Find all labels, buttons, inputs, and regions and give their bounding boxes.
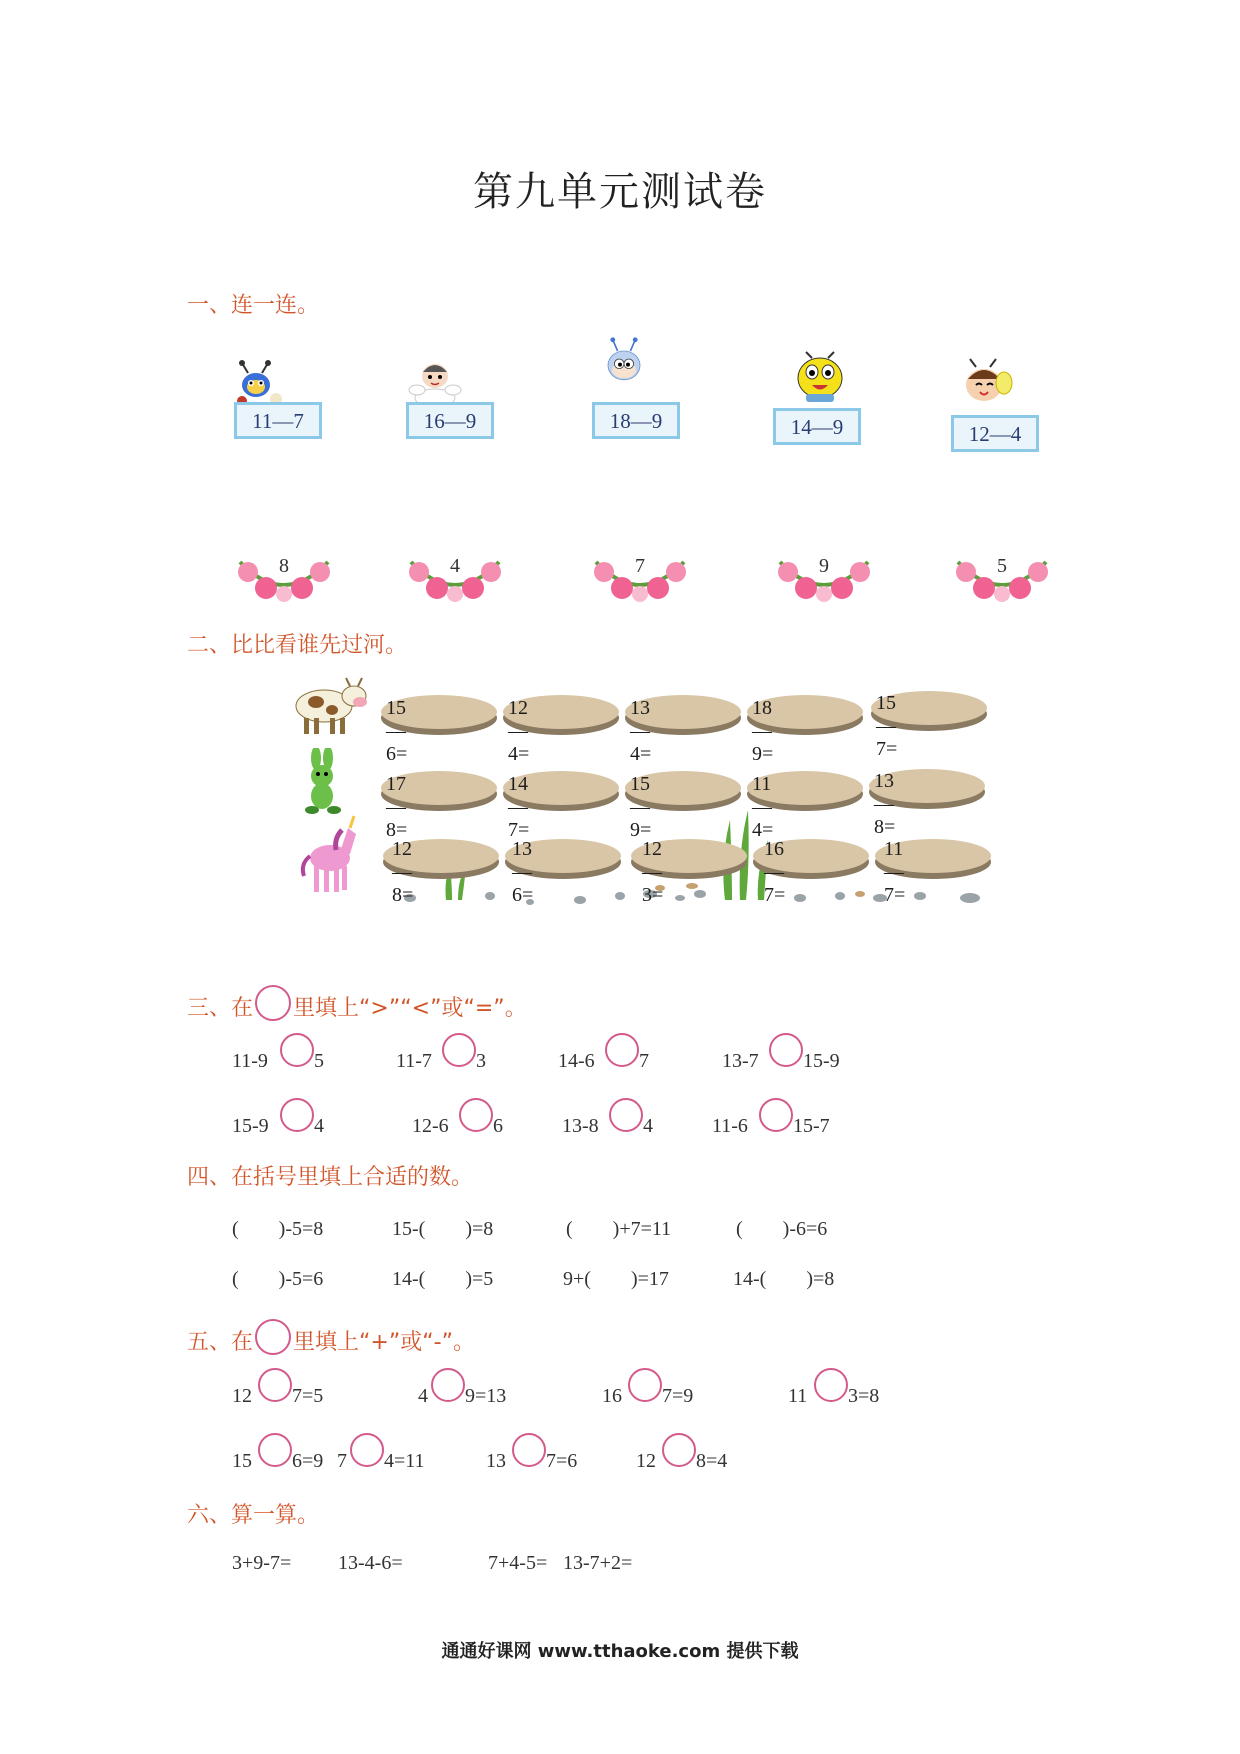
flower-number: 8 — [279, 555, 289, 577]
section4-heading: 四、在括号里填上合适的数。 — [187, 1165, 474, 1190]
fill-blank-expression[interactable]: 14-( )=8 — [733, 1268, 835, 1290]
comparison-right: 15-7 — [793, 1115, 830, 1137]
comparison-answer-circle[interactable] — [442, 1033, 476, 1067]
answer-circle-icon — [255, 985, 291, 1021]
section1-heading: 一、连一连。 — [187, 293, 320, 318]
bee-character-icon — [790, 350, 850, 406]
stone-expression: 16—7= — [764, 838, 786, 906]
fill-blank-expression[interactable]: ( )-5=6 — [232, 1268, 324, 1290]
fill-blank-expression[interactable]: ( )-5=8 — [232, 1218, 324, 1240]
stone-expression: 13—4= — [630, 697, 652, 765]
comparison-left: 15-9 — [232, 1115, 269, 1137]
operator-right: 4=11 — [384, 1450, 425, 1472]
answer-circle-icon — [255, 1319, 291, 1355]
operator-answer-circle[interactable] — [814, 1368, 848, 1402]
comparison-answer-circle[interactable] — [459, 1098, 493, 1132]
comparison-right: 15-9 — [803, 1050, 840, 1072]
stone-expression: 15—9= — [630, 773, 652, 841]
operator-answer-circle[interactable] — [512, 1433, 546, 1467]
calculation-expression[interactable]: 7+4-5= — [488, 1552, 548, 1574]
comparison-answer-circle[interactable] — [609, 1098, 643, 1132]
operator-right: 6=9 — [292, 1450, 324, 1472]
page-title: 第九单元测试卷 — [473, 169, 767, 214]
operator-left: 13 — [486, 1450, 506, 1472]
comparison-right: 7 — [639, 1050, 649, 1072]
stone-expression: 13—6= — [512, 838, 534, 906]
calculation-expression[interactable]: 3+9-7= — [232, 1552, 292, 1574]
fill-blank-expression[interactable]: ( )-6=6 — [736, 1218, 828, 1240]
expression-box: 12—4 — [951, 415, 1039, 452]
operator-answer-circle[interactable] — [431, 1368, 465, 1402]
comparison-left: 13-7 — [722, 1050, 759, 1072]
expression-box: 11—7 — [234, 402, 322, 439]
operator-right: 8=4 — [696, 1450, 728, 1472]
comparison-answer-circle[interactable] — [769, 1033, 803, 1067]
flower-number: 4 — [450, 555, 460, 577]
fill-blank-expression[interactable]: 9+( )=17 — [563, 1268, 669, 1290]
flower-number: 5 — [997, 555, 1007, 577]
stone-expression: 12—8= — [392, 838, 414, 906]
operator-answer-circle[interactable] — [628, 1368, 662, 1402]
operator-answer-circle[interactable] — [350, 1433, 384, 1467]
fill-blank-expression[interactable]: 15-( )=8 — [392, 1218, 494, 1240]
fill-blank-expression[interactable]: ( )+7=11 — [566, 1218, 672, 1240]
comparison-left: 14-6 — [558, 1050, 595, 1072]
stone-expression: 11—7= — [884, 838, 906, 906]
comparison-left: 12-6 — [412, 1115, 449, 1137]
section5-heading: 五、在 里填上“+”或“-”。 — [187, 1319, 475, 1356]
stone-expression: 14—7= — [508, 773, 530, 841]
operator-right: 7=9 — [662, 1385, 694, 1407]
unicorn-icon — [294, 814, 366, 898]
stone-expression: 12—3= — [642, 838, 664, 906]
footer-credit: 通通好课网 www.tthaoke.com 提供下载 — [441, 1641, 799, 1662]
operator-left: 15 — [232, 1450, 252, 1472]
operator-left: 12 — [636, 1450, 656, 1472]
comparison-left: 11-6 — [712, 1115, 748, 1137]
expression-box: 16—9 — [406, 402, 494, 439]
comparison-right: 3 — [476, 1050, 486, 1072]
comparison-answer-circle[interactable] — [280, 1098, 314, 1132]
section3-heading: 三、在 里填上“>”“<”或“=”。 — [187, 985, 527, 1022]
operator-answer-circle[interactable] — [258, 1368, 292, 1402]
expression-box: 14—9 — [773, 408, 861, 445]
flower-number: 7 — [635, 555, 645, 577]
comparison-answer-circle[interactable] — [759, 1098, 793, 1132]
comparison-answer-circle[interactable] — [605, 1033, 639, 1067]
stone-expression: 15—6= — [386, 697, 408, 765]
fill-blank-expression[interactable]: 14-( )=5 — [392, 1268, 494, 1290]
comparison-left: 11-9 — [232, 1050, 268, 1072]
stone-expression: 18—9= — [752, 697, 774, 765]
flower-number: 9 — [819, 555, 829, 577]
comparison-answer-circle[interactable] — [280, 1033, 314, 1067]
operator-left: 11 — [788, 1385, 808, 1407]
cow-icon — [290, 672, 370, 738]
operator-right: 7=6 — [546, 1450, 578, 1472]
comparison-right: 4 — [314, 1115, 324, 1137]
rabbit-icon — [296, 748, 350, 818]
operator-left: 16 — [602, 1385, 622, 1407]
bee-character-icon — [956, 355, 1016, 411]
bug-character-icon — [594, 335, 654, 391]
operator-right: 3=8 — [848, 1385, 880, 1407]
comparison-right: 6 — [493, 1115, 503, 1137]
section2-heading: 二、比比看谁先过河。 — [187, 633, 408, 658]
stone-expression: 12—4= — [508, 697, 530, 765]
calculation-expression[interactable]: 13-7+2= — [563, 1552, 633, 1574]
section6-heading: 六、算一算。 — [187, 1503, 320, 1528]
stone-expression: 11—4= — [752, 773, 774, 841]
expression-box: 18—9 — [592, 402, 680, 439]
comparison-left: 11-7 — [396, 1050, 432, 1072]
operator-left: 12 — [232, 1385, 252, 1407]
bug-character-icon — [405, 352, 465, 408]
stone-expression: 15—7= — [876, 692, 898, 760]
calculation-expression[interactable]: 13-4-6= — [338, 1552, 403, 1574]
stone-expression: 13—8= — [874, 770, 896, 838]
comparison-left: 13-8 — [562, 1115, 599, 1137]
operator-left: 4 — [418, 1385, 428, 1407]
operator-right: 9=13 — [465, 1385, 507, 1407]
operator-left: 7 — [337, 1450, 347, 1472]
comparison-right: 5 — [314, 1050, 324, 1072]
operator-right: 7=5 — [292, 1385, 324, 1407]
operator-answer-circle[interactable] — [662, 1433, 696, 1467]
stone-expression: 17—8= — [386, 773, 408, 841]
operator-answer-circle[interactable] — [258, 1433, 292, 1467]
comparison-right: 4 — [643, 1115, 653, 1137]
